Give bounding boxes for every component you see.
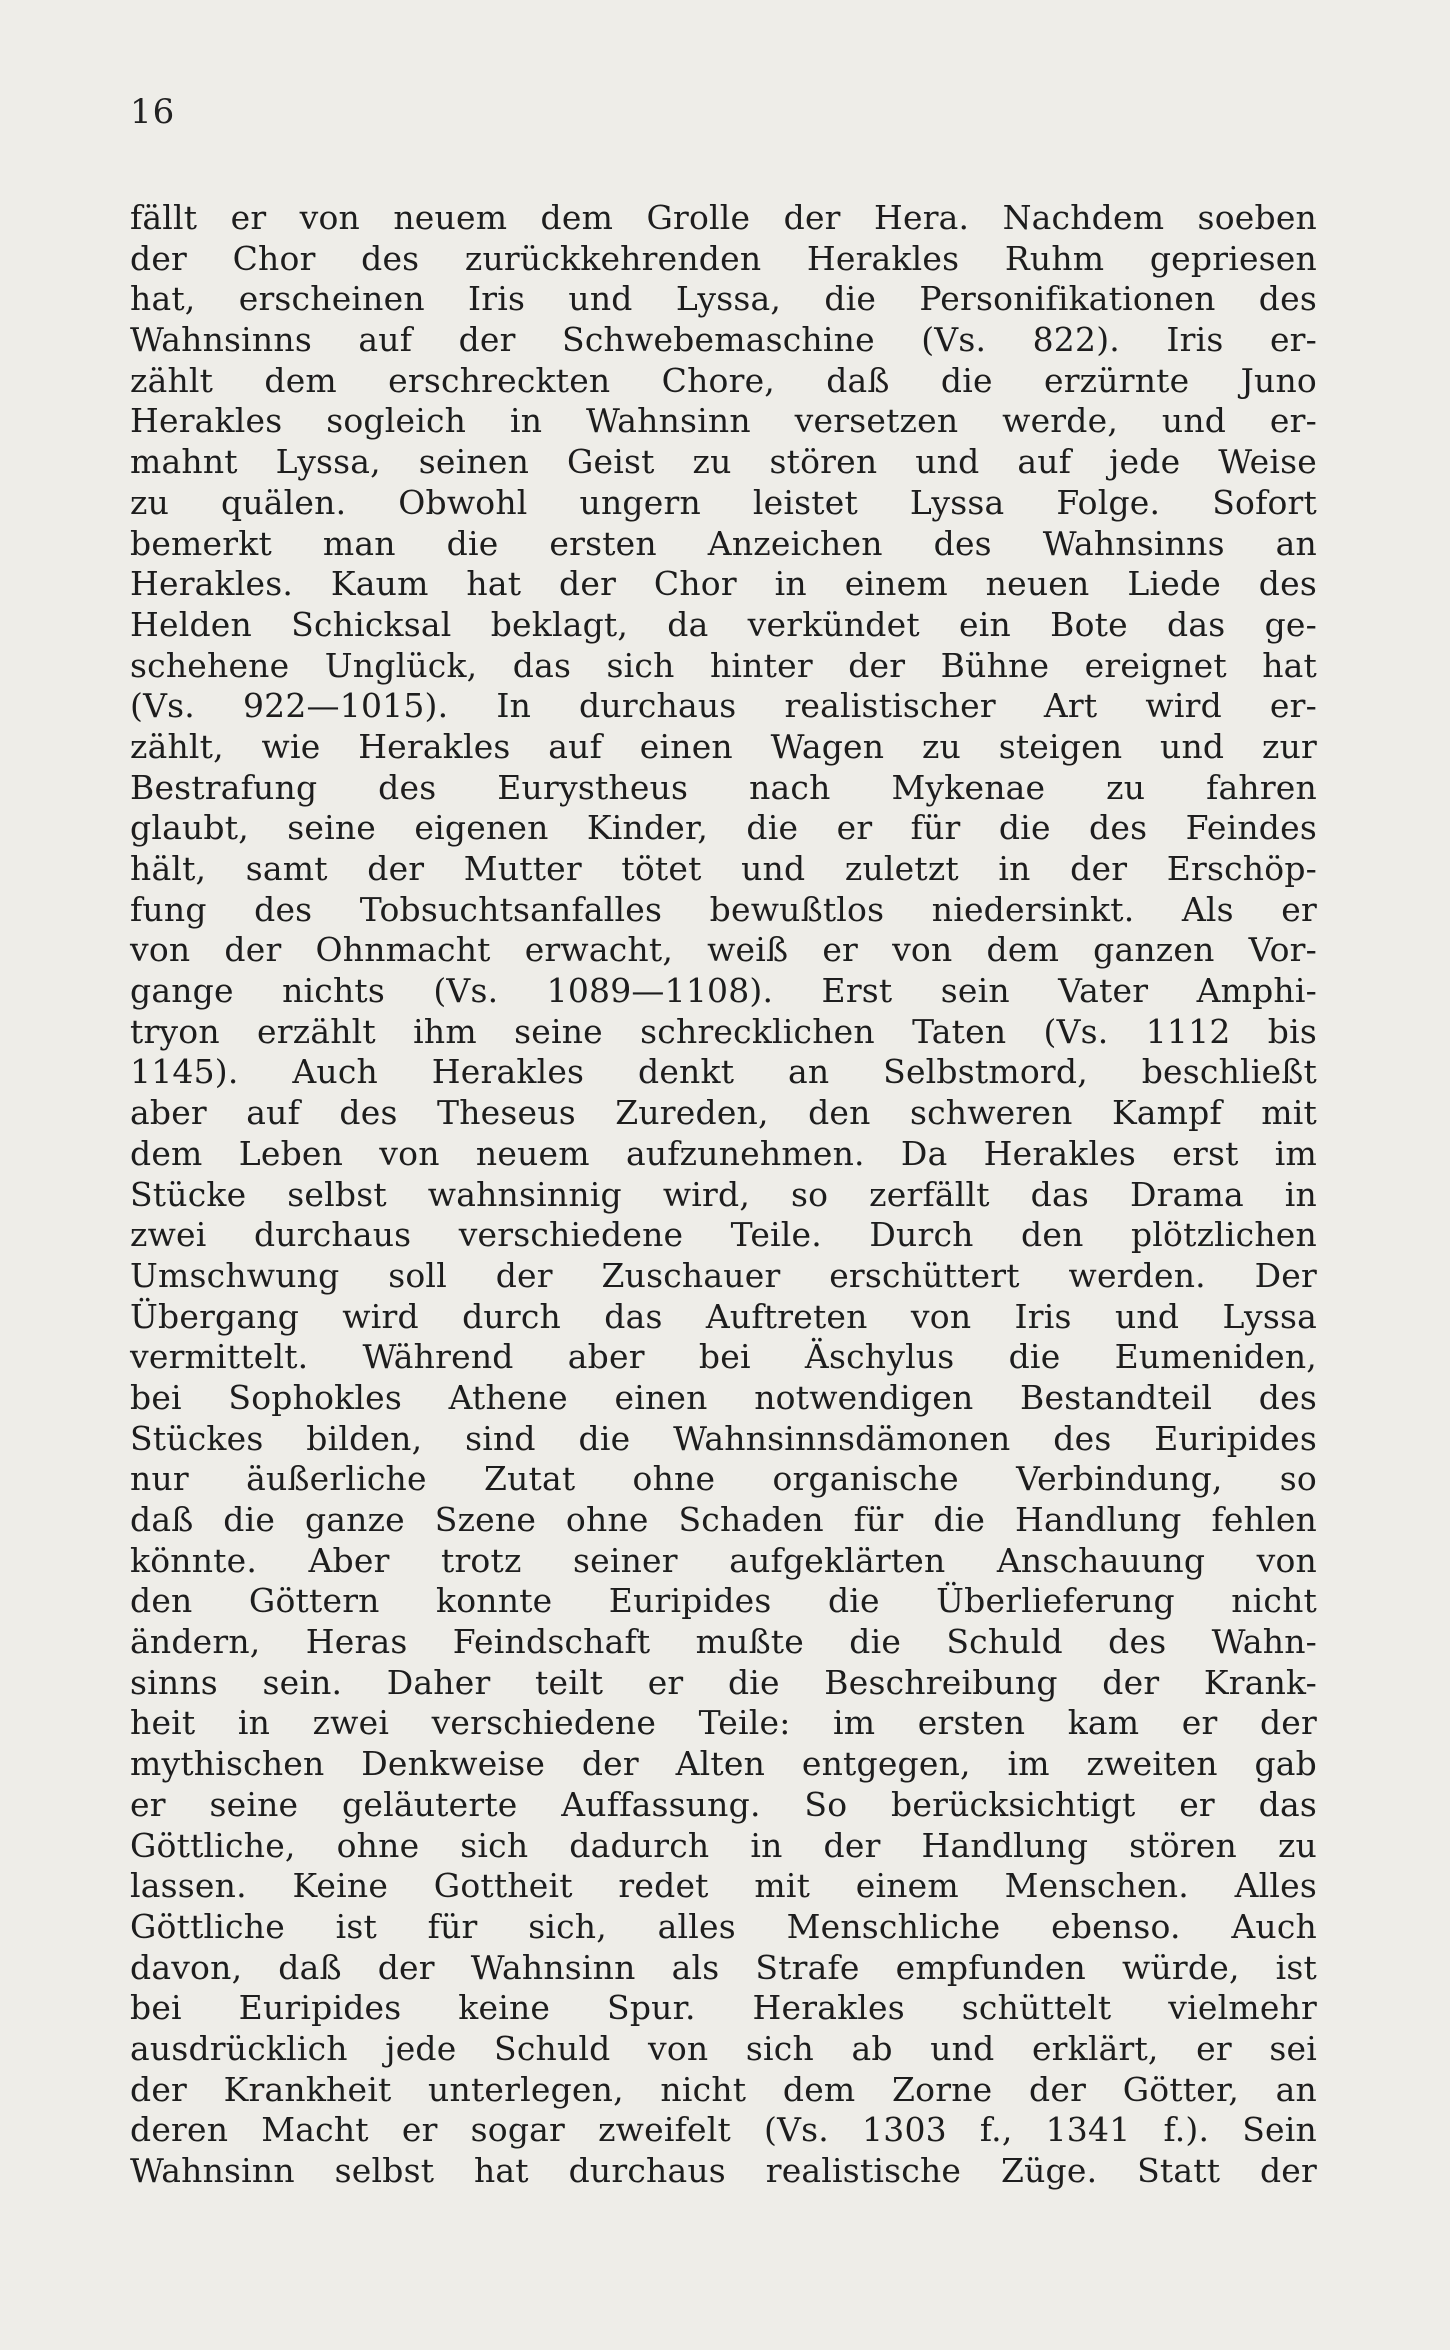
text-line: von der Ohnmacht erwacht, weiß er von dem ganzen Vor- (130, 930, 1317, 970)
text-line: zwei durchaus verschiedene Teile. Durch den plötzlichen (130, 1215, 1317, 1255)
text-line: den Göttern konnte Euripides die Überlieferung nicht (130, 1581, 1317, 1621)
text-line: mahnt Lyssa, seinen Geist zu stören und auf jede Weise (130, 442, 1317, 482)
text-line: tryon erzählt ihm seine schrecklichen Taten (Vs. 1112 bis (130, 1011, 1317, 1051)
text-line: ausdrücklich jede Schuld von sich ab und erklärt, er sei (130, 2028, 1317, 2068)
text-line: zählt, wie Herakles auf einen Wagen zu steigen und zur (130, 726, 1317, 766)
text-line: schehene Unglück, das sich hinter der Bühne ereignet hat (130, 645, 1317, 685)
text-line: (Vs. 922—1015). In durchaus realistischer Art wird er- (130, 686, 1317, 726)
text-line: bei Euripides keine Spur. Herakles schüttelt vielmehr (130, 1988, 1317, 2028)
page-number: 16 (130, 92, 176, 132)
text-line: gange nichts (Vs. 1089—1108). Erst sein Vater Amphi- (130, 971, 1317, 1011)
text-line: hält, samt der Mutter tötet und zuletzt in der Erschöp- (130, 849, 1317, 888)
text-line: sinns sein. Daher teilt er die Beschreibung der Krank- (130, 1662, 1317, 1702)
text-line: zu quälen. Obwohl ungern leistet Lyssa Folge. Sofort (130, 482, 1317, 522)
text-line: ändern, Heras Feindschaft mußte die Schuld des Wahn- (130, 1622, 1317, 1662)
text-line: deren Macht er sogar zweifelt (Vs. 1303 f., 1341 f.). Sein (130, 2110, 1317, 2150)
text-line: fällt er von neuem dem Grolle der Hera. Nachdem soeben (130, 198, 1317, 237)
text-line: dem Leben von neuem aufzunehmen. Da Herakles erst im (130, 1133, 1317, 1173)
text-line: aber auf des Theseus Zureden, den schweren Kampf mit (130, 1093, 1317, 1133)
text-line: daß die ganze Szene ohne Schaden für die Handlung fehlen (130, 1500, 1317, 1539)
text-line: fung des Tobsuchtsanfalles bewußtlos niedersinkt. Als er (130, 889, 1317, 929)
text-line: Stücke selbst wahnsinnig wird, so zerfällt das Drama in (130, 1174, 1317, 1214)
text-line: mythischen Denkweise der Alten entgegen, im zweiten gab (130, 1744, 1317, 1784)
text-line: vermittelt. Während aber bei Äschylus die Eumeniden, (130, 1337, 1317, 1377)
text-line: Göttliche, ohne sich dadurch in der Handlung stören zu (130, 1825, 1317, 1865)
text-line: Stückes bilden, sind die Wahnsinnsdämonen des Euripides (130, 1418, 1317, 1458)
text-line: Göttliche ist für sich, alles Menschliche ebenso. Auch (130, 1906, 1317, 1946)
text-line: der Chor des zurückkehrenden Herakles Ruhm gepriesen (130, 238, 1317, 278)
text-line: davon, daß der Wahnsinn als Strafe empfunden würde, ist (130, 1947, 1317, 1987)
text-line: Herakles. Kaum hat der Chor in einem neuen Liede des (130, 564, 1317, 604)
text-line: der Krankheit unterlegen, nicht dem Zorne der Götter, an (130, 2069, 1317, 2109)
text-line: Wahnsinn selbst hat durchaus realistische Züge. Statt der (130, 2151, 1317, 2190)
text-line: bemerkt man die ersten Anzeichen des Wahnsinns an (130, 523, 1317, 563)
body-text (130, 198, 1317, 2192)
text-line: 1145). Auch Herakles denkt an Selbstmord, beschließt (130, 1052, 1317, 1092)
text-line: hat, erscheinen Iris und Lyssa, die Personifikationen des (130, 279, 1317, 319)
text-line: Wahnsinns auf der Schwebemaschine (Vs. 822). Iris er- (130, 320, 1317, 360)
text-line: heit in zwei verschiedene Teile: im ersten kam er der (130, 1703, 1317, 1743)
text-line: glaubt, seine eigenen Kinder, die er für die des Feindes (130, 808, 1317, 848)
text-line: zählt dem erschreckten Chore, daß die erzürnte Juno (130, 360, 1317, 400)
text-line: Übergang wird durch das Auftreten von Iris und Lyssa (130, 1296, 1317, 1336)
text-line: Helden Schicksal beklagt, da verkündet ein Bote das ge- (130, 604, 1317, 644)
text-line: Umschwung soll der Zuschauer erschüttert werden. Der (130, 1255, 1317, 1295)
text-line: Bestrafung des Eurystheus nach Mykenae zu fahren (130, 767, 1317, 807)
text-line: bei Sophokles Athene einen notwendigen Bestandteil des (130, 1377, 1317, 1417)
text-line: könnte. Aber trotz seiner aufgeklärten Anschauung von (130, 1540, 1317, 1580)
text-line: lassen. Keine Gottheit redet mit einem Menschen. Alles (130, 1866, 1317, 1906)
text-line: er seine geläuterte Auffassung. So berücksichtigt er das (130, 1784, 1317, 1824)
text-line: nur äußerliche Zutat ohne organische Verbindung, so (130, 1459, 1317, 1499)
text-line: Herakles sogleich in Wahnsinn versetzen werde, und er- (130, 401, 1317, 441)
